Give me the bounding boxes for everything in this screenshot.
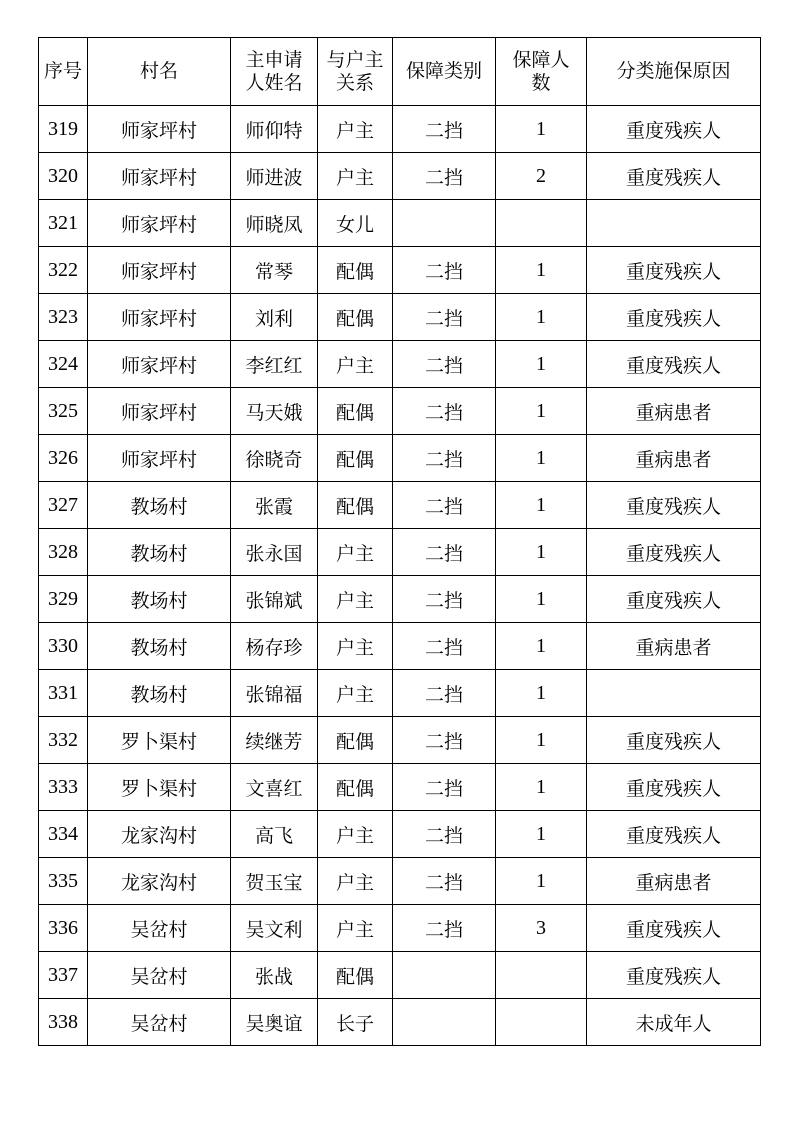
- cell-category: [393, 952, 496, 999]
- cell-relation: 户主: [318, 670, 393, 717]
- cell-reason: 重病患者: [587, 388, 761, 435]
- cell-count: 1: [496, 341, 587, 388]
- cell-category: 二挡: [393, 294, 496, 341]
- cell-relation: 户主: [318, 811, 393, 858]
- assistance-table: [38, 37, 761, 1046]
- cell-relation: 配偶: [318, 388, 393, 435]
- header-seq: 序号: [39, 38, 88, 106]
- header-relation: [318, 38, 393, 106]
- cell-count: 1: [496, 529, 587, 576]
- cell-category: 二挡: [393, 106, 496, 153]
- cell-reason: 重度残疾人: [587, 341, 761, 388]
- cell-applicant-name: 张锦斌: [231, 576, 318, 623]
- header-row: [39, 38, 761, 106]
- cell-seq: 335: [39, 858, 88, 905]
- header-count: [496, 38, 587, 106]
- cell-count: 1: [496, 435, 587, 482]
- cell-seq: 334: [39, 811, 88, 858]
- cell-count: 1: [496, 294, 587, 341]
- cell-village: 教场村: [88, 529, 231, 576]
- cell-applicant-name: 文喜红: [231, 764, 318, 811]
- cell-village: 龙家沟村: [88, 811, 231, 858]
- cell-applicant-name: 马天娥: [231, 388, 318, 435]
- cell-relation: 女儿: [318, 200, 393, 247]
- cell-village: 师家坪村: [88, 106, 231, 153]
- cell-seq: 325: [39, 388, 88, 435]
- cell-relation: 户主: [318, 153, 393, 200]
- cell-village: 师家坪村: [88, 435, 231, 482]
- cell-reason: 重度残疾人: [587, 576, 761, 623]
- cell-seq: 326: [39, 435, 88, 482]
- cell-applicant-name: 徐晓奇: [231, 435, 318, 482]
- table-body: [39, 106, 761, 1046]
- cell-seq: 337: [39, 952, 88, 999]
- cell-reason: 重病患者: [587, 858, 761, 905]
- cell-relation: 配偶: [318, 435, 393, 482]
- cell-relation: 配偶: [318, 952, 393, 999]
- table-row: [39, 670, 761, 717]
- table-row: [39, 905, 761, 952]
- cell-reason: 未成年人: [587, 999, 761, 1046]
- cell-seq: 330: [39, 623, 88, 670]
- cell-count: 1: [496, 482, 587, 529]
- cell-reason: 重度残疾人: [587, 905, 761, 952]
- cell-category: 二挡: [393, 247, 496, 294]
- cell-applicant-name: 续继芳: [231, 717, 318, 764]
- cell-category: 二挡: [393, 529, 496, 576]
- header-relation-line1: 与户主: [326, 48, 384, 71]
- cell-category: 二挡: [393, 858, 496, 905]
- header-village: 村名: [88, 38, 231, 106]
- cell-village: 龙家沟村: [88, 858, 231, 905]
- cell-count: [496, 200, 587, 247]
- cell-count: 1: [496, 858, 587, 905]
- cell-count: 1: [496, 764, 587, 811]
- cell-reason: [587, 200, 761, 247]
- cell-reason: 重度残疾人: [587, 294, 761, 341]
- cell-reason: 重度残疾人: [587, 952, 761, 999]
- cell-relation: 配偶: [318, 247, 393, 294]
- cell-village: 教场村: [88, 623, 231, 670]
- cell-category: 二挡: [393, 576, 496, 623]
- cell-seq: 336: [39, 905, 88, 952]
- cell-relation: 配偶: [318, 482, 393, 529]
- cell-applicant-name: 师晓凤: [231, 200, 318, 247]
- cell-relation: 户主: [318, 576, 393, 623]
- cell-seq: 324: [39, 341, 88, 388]
- table-row: [39, 106, 761, 153]
- cell-village: 吴岔村: [88, 905, 231, 952]
- cell-seq: 327: [39, 482, 88, 529]
- cell-applicant-name: 常琴: [231, 247, 318, 294]
- cell-category: 二挡: [393, 717, 496, 764]
- cell-reason: 重度残疾人: [587, 106, 761, 153]
- cell-category: 二挡: [393, 388, 496, 435]
- cell-village: 教场村: [88, 670, 231, 717]
- cell-village: 师家坪村: [88, 388, 231, 435]
- cell-category: 二挡: [393, 905, 496, 952]
- cell-applicant-name: 吴文利: [231, 905, 318, 952]
- cell-category: 二挡: [393, 811, 496, 858]
- cell-village: 罗卜渠村: [88, 717, 231, 764]
- cell-applicant-name: 刘利: [231, 294, 318, 341]
- cell-relation: 户主: [318, 623, 393, 670]
- cell-category: 二挡: [393, 435, 496, 482]
- table-row: [39, 717, 761, 764]
- cell-seq: 338: [39, 999, 88, 1046]
- header-applicant-line2: 人姓名: [245, 71, 303, 94]
- cell-category: 二挡: [393, 482, 496, 529]
- cell-count: 2: [496, 153, 587, 200]
- table-row: [39, 811, 761, 858]
- cell-relation: 户主: [318, 905, 393, 952]
- table-row: [39, 247, 761, 294]
- cell-relation: 户主: [318, 106, 393, 153]
- table-row: [39, 858, 761, 905]
- cell-reason: [587, 670, 761, 717]
- cell-count: 1: [496, 106, 587, 153]
- cell-reason: 重度残疾人: [587, 529, 761, 576]
- cell-category: 二挡: [393, 670, 496, 717]
- cell-village: 师家坪村: [88, 153, 231, 200]
- cell-relation: 配偶: [318, 764, 393, 811]
- cell-reason: 重病患者: [587, 623, 761, 670]
- cell-reason: 重度残疾人: [587, 717, 761, 764]
- cell-count: 1: [496, 670, 587, 717]
- cell-count: [496, 952, 587, 999]
- cell-category: 二挡: [393, 764, 496, 811]
- cell-village: 师家坪村: [88, 341, 231, 388]
- cell-village: 罗卜渠村: [88, 764, 231, 811]
- cell-applicant-name: 李红红: [231, 341, 318, 388]
- cell-seq: 329: [39, 576, 88, 623]
- cell-count: 3: [496, 905, 587, 952]
- cell-village: 吴岔村: [88, 952, 231, 999]
- cell-applicant-name: 高飞: [231, 811, 318, 858]
- cell-seq: 328: [39, 529, 88, 576]
- cell-applicant-name: 贺玉宝: [231, 858, 318, 905]
- header-count-line1: 保障人: [512, 48, 570, 71]
- cell-category: 二挡: [393, 623, 496, 670]
- cell-count: 1: [496, 717, 587, 764]
- cell-reason: 重病患者: [587, 435, 761, 482]
- cell-relation: 配偶: [318, 294, 393, 341]
- table-row: [39, 764, 761, 811]
- cell-category: [393, 200, 496, 247]
- cell-count: [496, 999, 587, 1046]
- table-row: [39, 999, 761, 1046]
- cell-seq: 332: [39, 717, 88, 764]
- cell-category: [393, 999, 496, 1046]
- table-row: [39, 388, 761, 435]
- cell-applicant-name: 张霞: [231, 482, 318, 529]
- cell-reason: 重度残疾人: [587, 247, 761, 294]
- cell-relation: 户主: [318, 529, 393, 576]
- header-applicant-line1: 主申请: [245, 48, 303, 71]
- cell-applicant-name: 张战: [231, 952, 318, 999]
- header-relation-line2: 关系: [335, 71, 374, 94]
- cell-village: 教场村: [88, 576, 231, 623]
- header-count-line2: 数: [531, 71, 551, 94]
- cell-seq: 333: [39, 764, 88, 811]
- cell-relation: 户主: [318, 341, 393, 388]
- cell-reason: 重度残疾人: [587, 764, 761, 811]
- cell-category: 二挡: [393, 341, 496, 388]
- table-row: [39, 529, 761, 576]
- table-row: [39, 576, 761, 623]
- cell-applicant-name: 师仰特: [231, 106, 318, 153]
- cell-seq: 320: [39, 153, 88, 200]
- table-row: [39, 623, 761, 670]
- cell-seq: 321: [39, 200, 88, 247]
- table-row: [39, 435, 761, 482]
- table-row: [39, 341, 761, 388]
- table-row: [39, 294, 761, 341]
- cell-count: 1: [496, 811, 587, 858]
- table-row: [39, 482, 761, 529]
- cell-category: 二挡: [393, 153, 496, 200]
- cell-relation: 长子: [318, 999, 393, 1046]
- header-applicant: [231, 38, 318, 106]
- cell-count: 1: [496, 576, 587, 623]
- cell-reason: 重度残疾人: [587, 482, 761, 529]
- cell-count: 1: [496, 623, 587, 670]
- assistance-table-sheet: [38, 37, 761, 1046]
- cell-village: 师家坪村: [88, 247, 231, 294]
- cell-applicant-name: 杨存珍: [231, 623, 318, 670]
- cell-count: 1: [496, 388, 587, 435]
- cell-village: 师家坪村: [88, 294, 231, 341]
- cell-applicant-name: 张永国: [231, 529, 318, 576]
- table-row: [39, 952, 761, 999]
- cell-applicant-name: 吴奥谊: [231, 999, 318, 1046]
- cell-reason: 重度残疾人: [587, 153, 761, 200]
- cell-village: 吴岔村: [88, 999, 231, 1046]
- cell-seq: 323: [39, 294, 88, 341]
- cell-relation: 户主: [318, 858, 393, 905]
- header-category: 保障类别: [393, 38, 496, 106]
- table-row: [39, 200, 761, 247]
- cell-reason: 重度残疾人: [587, 811, 761, 858]
- cell-seq: 319: [39, 106, 88, 153]
- table-row: [39, 153, 761, 200]
- cell-count: 1: [496, 247, 587, 294]
- cell-relation: 配偶: [318, 717, 393, 764]
- cell-applicant-name: 张锦福: [231, 670, 318, 717]
- cell-village: 教场村: [88, 482, 231, 529]
- cell-applicant-name: 师进波: [231, 153, 318, 200]
- cell-village: 师家坪村: [88, 200, 231, 247]
- cell-seq: 322: [39, 247, 88, 294]
- header-reason: 分类施保原因: [587, 38, 761, 106]
- cell-seq: 331: [39, 670, 88, 717]
